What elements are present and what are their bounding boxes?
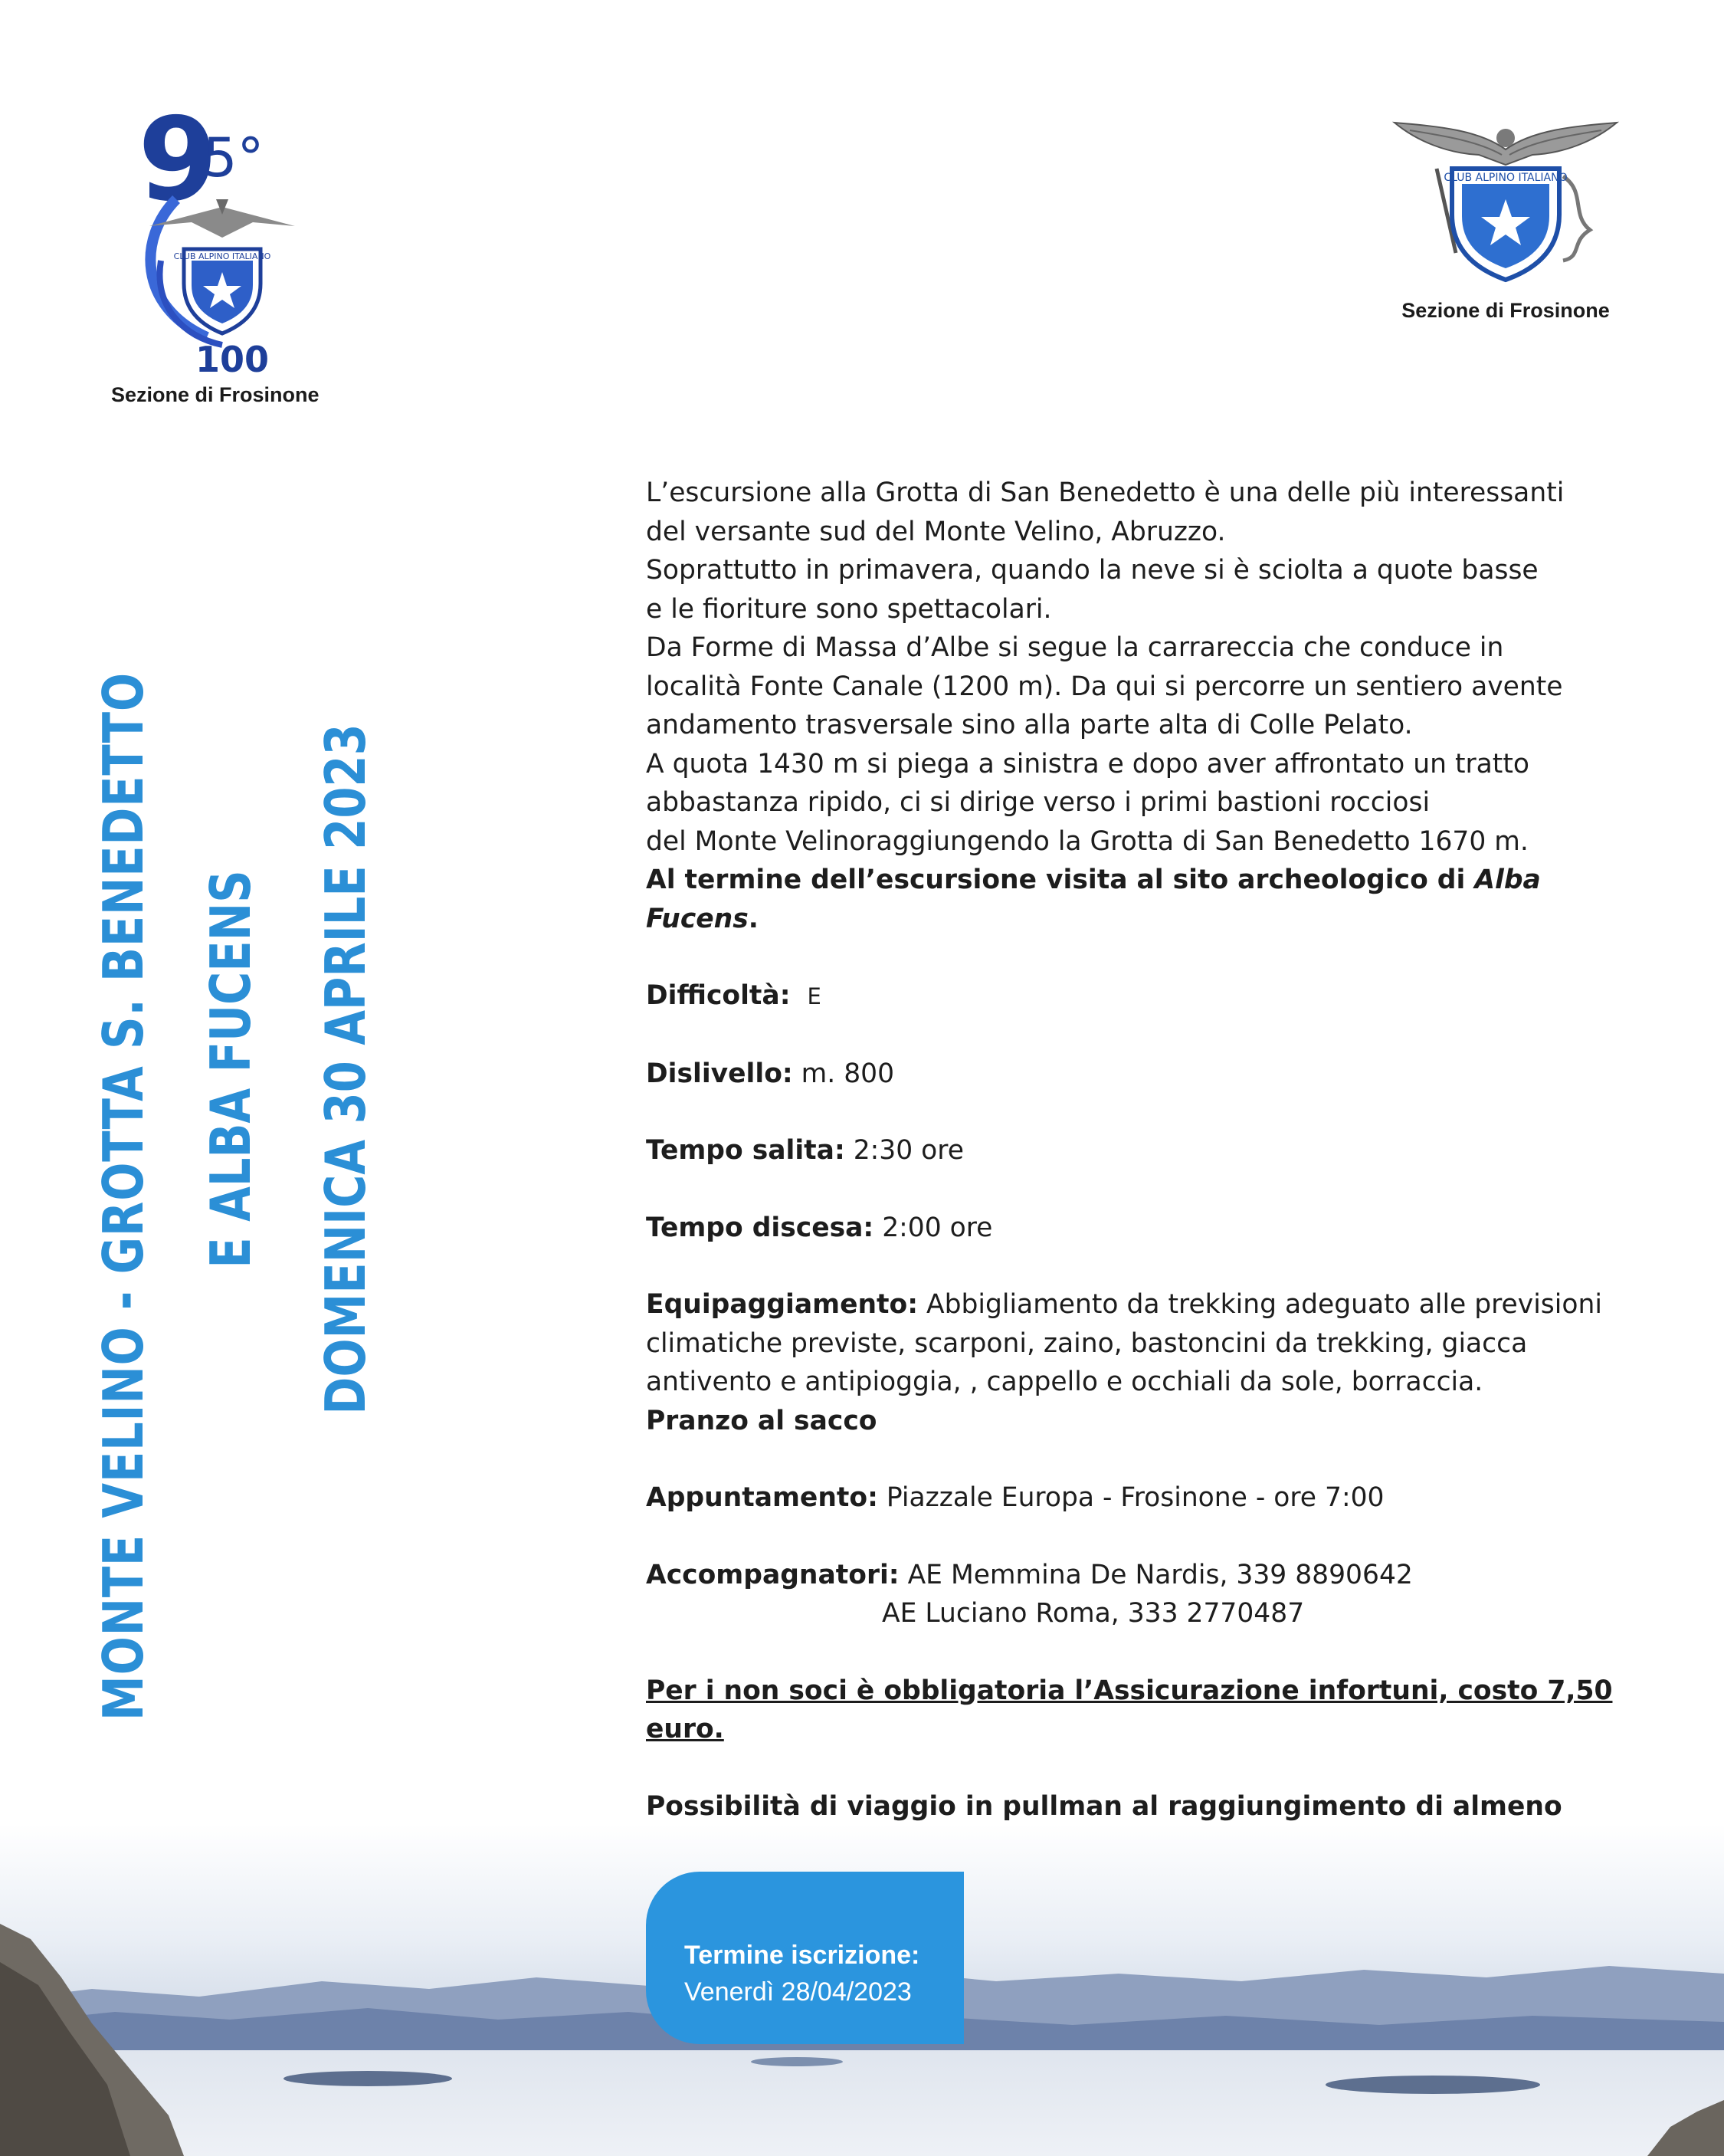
logo-95-anniversary	[107, 107, 352, 414]
logo-cai	[1379, 107, 1632, 337]
registration-deadline-badge	[646, 1872, 964, 2044]
closing-text: Al termine dell’escursione visita al sito archeologico di	[646, 865, 1475, 895]
elevation-row	[646, 1055, 1634, 1094]
guide-contact: AE Luciano Roma, 333 2770487	[882, 1598, 1305, 1629]
intro-line: Soprattutto in primavera, quando la neve si è sciolta a quote basse	[646, 555, 1539, 586]
ascent-value: 2:30 ore	[853, 1135, 964, 1166]
closing-period: .	[748, 903, 759, 934]
intro-line: del versante sud del Monte Velino, Abruzzo.	[646, 516, 1226, 547]
intro-line: del Monte Velinoraggiungendo la Grotta di San Benedetto 1670 m.	[646, 825, 1529, 857]
intro-line: abbastanza ripido, ci si dirige verso i primi bastioni rocciosi	[646, 787, 1431, 818]
equipment-line: antivento e antipioggia, , cappello e occhiali da sole, borraccia.	[646, 1367, 1483, 1397]
event-description	[646, 474, 1634, 1865]
descent-value: 2:00 ore	[882, 1212, 993, 1243]
insurance-note: Per i non soci è obbligatoria l’Assicurazione infortuni, costo 7,50 euro.	[646, 1675, 1613, 1744]
meeting-value: Piazzale Europa - Frosinone - ore 7:00	[886, 1482, 1385, 1513]
title-line-2: E ALBA FUCENS	[198, 870, 263, 1268]
intro-line: andamento trasversale sino alla parte alta di Colle Pelato.	[646, 710, 1413, 740]
intro-line: A quota 1430 m si piega a sinistra e dopo aver affrontato un tratto	[646, 748, 1529, 779]
title-line-1: MONTE VELINO - GROTTA S. BENEDETTO	[91, 672, 156, 1721]
title-date: DOMENICA 30 APRILE 2023	[313, 724, 378, 1415]
intro-line: località Fonte Canale (1200 m). Da qui si percorre un sentiero avente	[646, 671, 1563, 702]
meeting-row	[646, 1478, 1634, 1518]
ascent-label: Tempo salita:	[646, 1135, 845, 1166]
descent-label: Tempo discesa:	[646, 1212, 874, 1243]
elevation-value: m. 800	[801, 1058, 895, 1089]
guides-row	[646, 1556, 1634, 1595]
equipment-label: Equipaggiamento:	[646, 1289, 919, 1320]
equipment-line: Abbigliamento da trekking adeguato alle previsioni	[926, 1289, 1602, 1320]
deadline-label: Termine iscrizione:	[684, 1941, 920, 1970]
right-emblem-text: CLUB ALPINO ITALIANO	[1444, 172, 1568, 184]
logo-numeral-nine: 9	[138, 107, 218, 227]
intro-line: L’escursione alla Grotta di San Benedetto è una delle più interessanti	[646, 477, 1565, 508]
logo-numeral-five: 5°	[203, 126, 264, 189]
guides-label: Accompagnatori:	[646, 1559, 900, 1590]
difficulty-row	[646, 976, 1634, 1016]
bus-note: Possibilità di viaggio in pullman al raggiungimento di almeno	[646, 1790, 1562, 1822]
intro-closing	[646, 861, 1634, 938]
deadline-date: Venerdì 28/04/2023	[684, 1977, 912, 2007]
anniversary-emblem-icon	[107, 107, 352, 383]
intro-line: e le fioriture sono spettacolari.	[646, 593, 1052, 625]
cai-eagle-emblem-icon	[1379, 107, 1632, 291]
difficulty-label: Difficoltà:	[646, 980, 791, 1011]
logo-numeral-100: 100	[195, 339, 270, 380]
equipment-row	[646, 1285, 1634, 1324]
left-emblem-text: CLUB ALPINO ITALIANO	[173, 251, 271, 261]
equipment-line: climatiche previste, scarponi, zaino, bastoncini da trekking, giacca	[646, 1327, 1528, 1359]
right-logo-caption: Sezione di Frosinone	[1401, 299, 1610, 322]
elevation-label: Dislivello:	[646, 1058, 793, 1089]
closing-site-name: Alba Fucens	[646, 865, 1541, 934]
ascent-row	[646, 1131, 1634, 1170]
lunch-note: Pranzo al sacco	[646, 1405, 877, 1436]
descent-row	[646, 1209, 1634, 1248]
difficulty-value: E	[807, 983, 821, 1009]
meeting-label: Appuntamento:	[646, 1482, 878, 1513]
left-logo-caption: Sezione di Frosinone	[111, 383, 320, 406]
guide-contact: AE Memmina De Nardis, 339 8890642	[907, 1559, 1413, 1590]
intro-line: Da Forme di Massa d’Albe si segue la carrareccia che conduce in	[646, 632, 1504, 663]
